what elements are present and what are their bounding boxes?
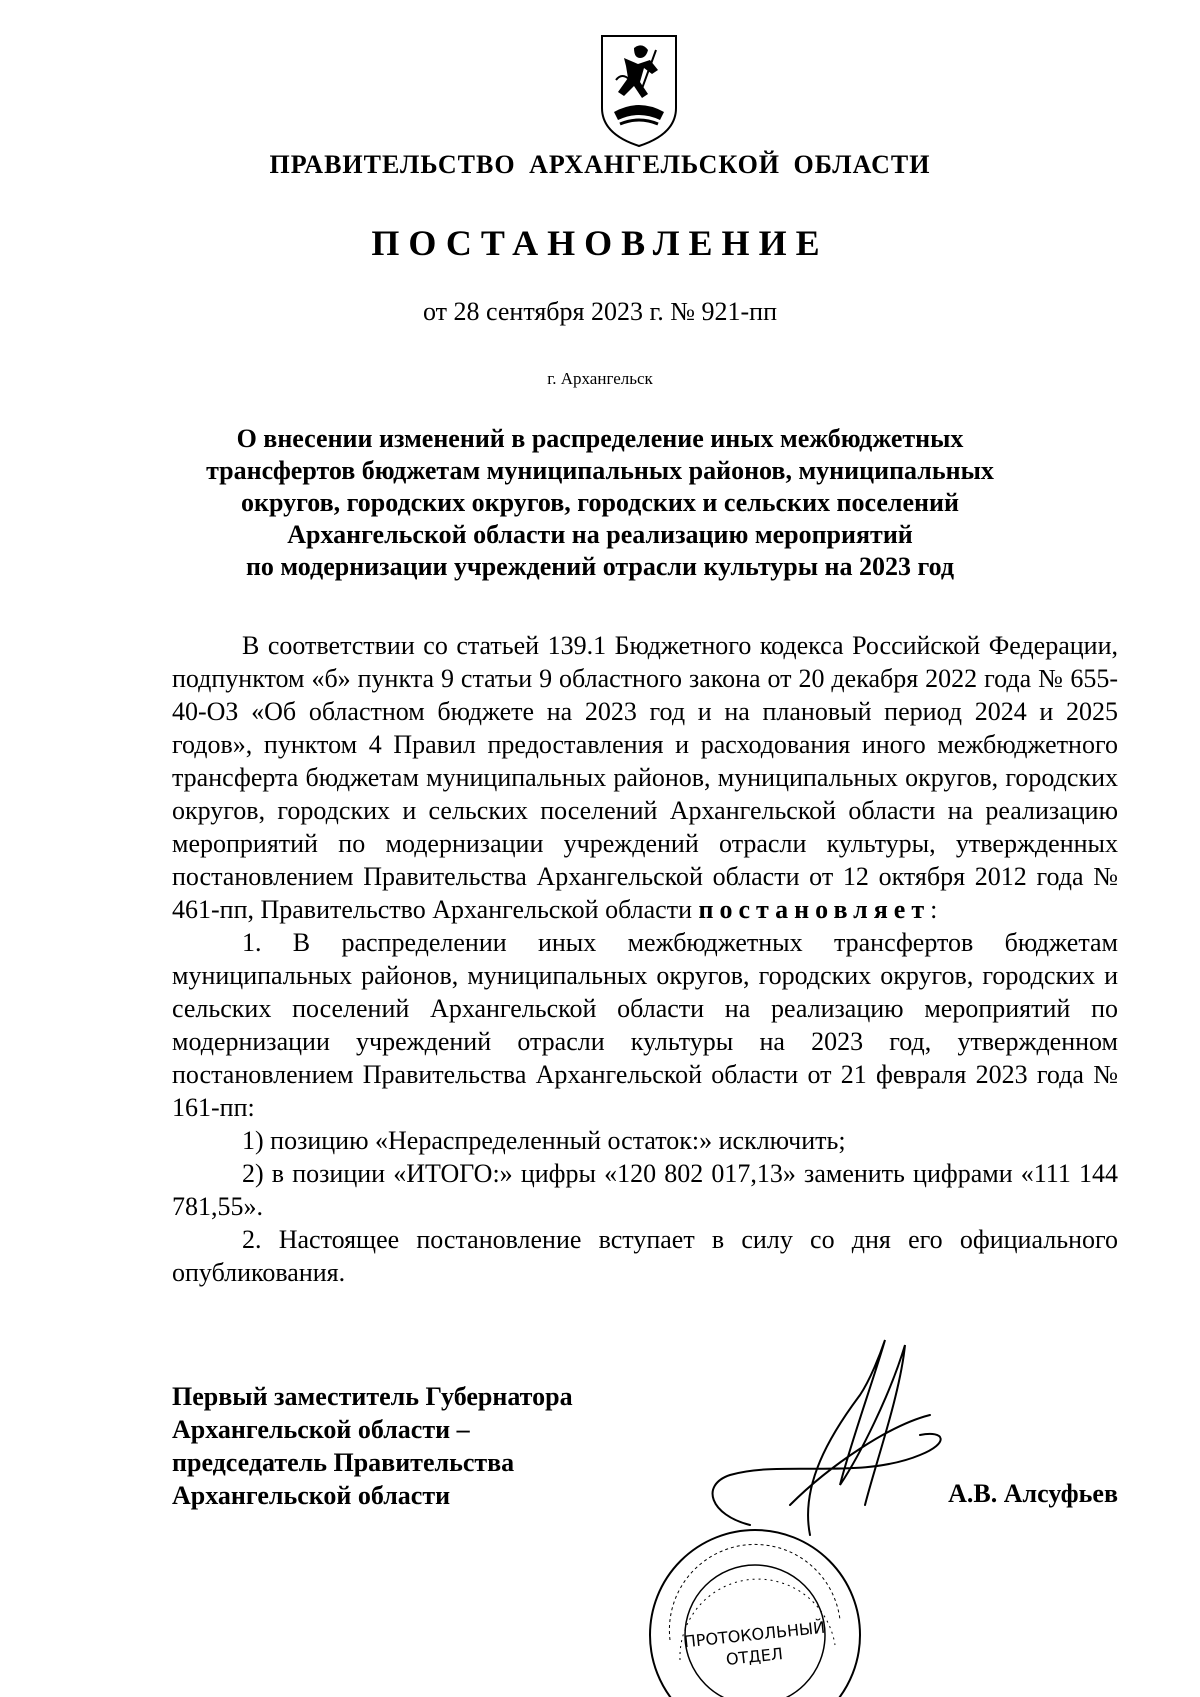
preamble-paragraph	[172, 629, 1118, 926]
document-city: г. Архангельск	[547, 369, 653, 388]
signatory-title-line: председатель Правительства	[172, 1448, 515, 1477]
resolves-word: постановляет	[698, 895, 931, 924]
signatory-name: А.В. Алсуфьев	[948, 1479, 1118, 1508]
coat-of-arms-icon	[594, 30, 684, 150]
signatory-title-line: Архангельской области	[172, 1481, 451, 1510]
svg-text:ОТДЕЛ: ОТДЕЛ	[725, 1644, 784, 1669]
signatory-title	[172, 1380, 573, 1512]
document-date-number: от 28 сентября 2023 г. № 921-пп	[422, 297, 778, 326]
item-1-2-paragraph: 2) в позиции «ИТОГО:» цифры «120 802 017,13» заменить цифрами «111 144 781,55».	[172, 1159, 1118, 1221]
title-line: трансфертов бюджетам муниципальных районов, муниципальных	[206, 456, 994, 485]
preamble-text: В соответствии со статьей 139.1 Бюджетного кодекса Российской Федерации, подпунктом «б» пункта 9 статьи 9 областного закона от 20 декабря 2022 года № 655-40-ОЗ «Об областном бюджете на 2023 год и на плановый период 2024 и 2025 годов», пунктом 4 Правил предоставления и расходования иного межбюджетного трансферта бюджетам муниципальных районов, муниципальных округов, городских округов, городских и сельских поселений Архангельской области на реализацию мероприятий по модернизации учреждений отрасли культуры, утвержденных постановлением Правительства Архангельской области от 12 октября 2012 года № 461-пп, Правительство Архангельской области	[172, 631, 1118, 924]
government-name: ПРАВИТЕЛЬСТВО АРХАНГЕЛЬСКОЙ ОБЛАСТИ	[269, 150, 931, 179]
item-1-1-paragraph: 1) позицию «Нераспределенный остаток:» исключить;	[242, 1126, 846, 1155]
official-stamp	[640, 1520, 870, 1697]
item-2-paragraph: 2. Настоящее постановление вступает в силу со дня его официального опубликования.	[172, 1225, 1118, 1287]
document-title	[0, 423, 1200, 583]
signatory-title-line: Первый заместитель Губернатора	[172, 1382, 573, 1411]
svg-text:ПРОТОКОЛЬНЫЙ: ПРОТОКОЛЬНЫЙ	[682, 1617, 826, 1652]
title-line: по модернизации учреждений отрасли культуры на 2023 год	[245, 552, 955, 581]
title-line: Архангельской области на реализацию мероприятий	[287, 520, 913, 549]
document-body	[172, 629, 1118, 1289]
title-line: округов, городских округов, городских и сельских поселений	[240, 488, 959, 517]
document-type: ПОСТАНОВЛЕНИЕ	[371, 223, 829, 263]
item-1-paragraph: 1. В распределении иных межбюджетных трансфертов бюджетам муниципальных районов, муниципальных округов, городских округов, городских и сельских поселений Архангельской области на реализацию мероприятий по модернизации учреждений отрасли культуры на 2023 год, утвержденном постановлением Правительства Архангельской области от 21 февраля 2023 года № 161-пп:	[172, 928, 1118, 1122]
resolves-colon: :	[930, 895, 938, 924]
title-line: О внесении изменений в распределение иных межбюджетных	[236, 424, 964, 453]
signatory-title-line: Архангельской области –	[172, 1415, 470, 1444]
